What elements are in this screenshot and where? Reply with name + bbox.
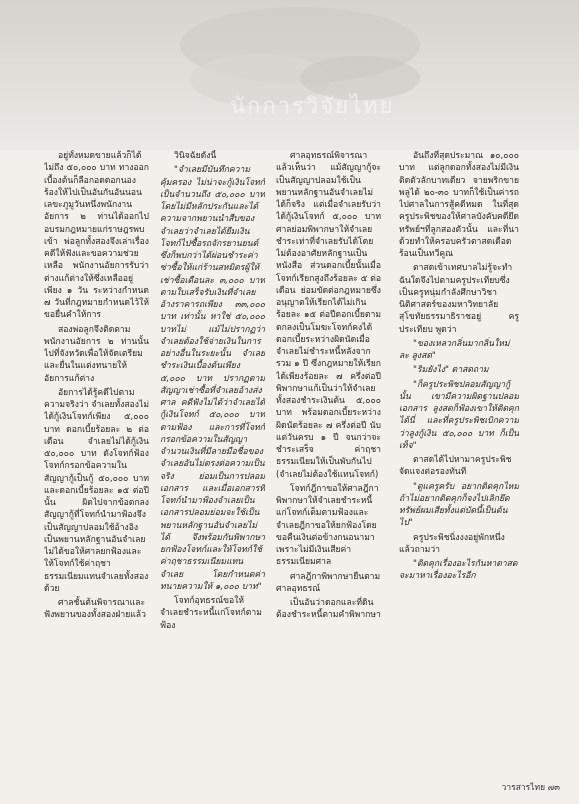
text-column-1: [44, 150, 149, 770]
text-column-3: [276, 150, 381, 770]
paragraph: อันถึงที่สุดประมาณ ๑๐,๐๐๐ บาท แต่ลูกดอกทั้งสองไม่มีเงินติดตัวลักบาทเดียว จายพริกขายพลูได้ ๒๐-๓๐ บาทก็ใช้เป็นค่ารถไปศาลในการสู้คดีหมด ในที่สุด ครูประพิชของให้ศาลบังคับคดียึดทรัพย์ฯที่ลูกสองตัวนั้น และที่นาด้วยทำให้ครอบครัวตาสดเดือดร้อนเป็นทวีคูณ: [399, 151, 519, 259]
paragraph: อยู่ทั้งหมดขายแล้วก็ได้ไม่ถึง ๕๐,๐๐๐ บาท ทางออกเบื้องต้นก็ลือกอดดอกนองร้องให้ไปเป็นอันกันอันนอน เลขะภูมูวันหนึ่งพนักงานอัยการ ๒ ท่านได้ออกไปอบรมกฎหมายแก่ราษฎรพบเข้า พ่อลูกทั้งสองจึงเล่าเรื่องคดีให้ฟังและขอความช่วยเหลือ พนักงานอัยการรับว่าต่างแก้ต่างให้ซึ่งเหลืออยู่เพียง ๑ วัน ระหว่างกำหนด ๗ วันที่กฎหมายกำหนดไว้ให้ขอยื่นคำให้การ: [44, 151, 149, 321]
paragraph: อัยการได้รู้คดีไปตามความจริงว่า จำเลยทั้งสองไม่ได้กู้เงินโจทก์เพียง ๕,๐๐๐ บาท ดอกเบี้ยร้อยละ ๒ ต่อเดือน จำเลยไม่ได้กู้เงิน ๕๐,๐๐๐ บาท ดังโจทก์ฟ้อง โจทก์กรอกข้อความในสัญญากู้เป็นกู้ ๕๐,๐๐๐ บาท และดอกเบี้ยร้อยละ ๑๕ ต่อปีนั้น ผิดไปจากข้อตกลงสัญญากู้ที่โจทก์นำมาฟ้องจึงเป็นสัญญาปลอมใช้อ้างอิงเป็นพยานหลักฐานอันจำเลยไม่ได้ขอให้ศาลยกฟ้องและให้โจทก์ใช้ค่าฤชาธรรมเนียมแทนจำเลยทั้งสองด้วย: [44, 387, 149, 594]
page-footer: วารสารไทย ๗๓: [501, 783, 560, 793]
paragraph: ศาลอุทธรณ์พิจารณาแล้วเห็นว่า แม้สัญญากู้จะเป็นสัญญาปลอมใช้เป็นพยานหลักฐานอันจำเลยไม่ได้ก็จริง แต่เมื่อจำเลยรับว่าได้กู้เงินโจทก์ ๕,๐๐๐ บาท ศาลย่อมพิพากษาให้จำเลยชำระเท่าที่จำเลยรับได้โดยไม่ต้องอาศัยหลักฐานเป็นหนังสือ ส่วนดอกเบี้ยนั้นเมื่อโจทก์เรียกสูงถึงร้อยละ ๕ ต่อเดือน ย่อมขัดต่อกฎหมายซึ่งอนุญาตให้เรียกได้ไม่เกินร้อยละ ๑๕ ต่อปีดอกเบี้ยตามตกลงเป็นโมฆะโจทก์คงได้ดอกเบี้ยระหว่างผิดนัดเมื่อจำเลยไม่ชำระหนี้หลังจากรวม ๑ ปี ซึ่งกฎหมายให้เรียกได้เพียงร้อยละ ๗ ครึ่งต่อปี พิพากษาแก้เป็นว่าให้จำเลยทั้งสองชำระเงินต้น ๕,๐๐๐ บาท พร้อมดอกเบี้ยระหว่างผิดนัดร้อยละ ๗ ครึ่งต่อปี นับแต่วันครบ ๑ ปี จนกว่าจะชำระเสร็จ ค่าฤชาธรรมเนียมให้เป็นพับกันไป (จำเลยไม่ต้องใช้แทนโจทก์): [276, 151, 381, 480]
text-column-4: [399, 150, 519, 770]
paragraph: ตาสดได้ไปหามาครูประพิช จัดแจงต่อรองทันที: [399, 455, 512, 478]
paragraph: ตาสดเข้าเทศบาลไม่รู้จะทำฉันใดจึงไปตามครูประเทียบซึ่งเป็นครูหนุ่มกำลังศึกษาวิชานิติศาสตร์ของมหาวิทยาลัยสุโขทัยธรรมาธิราชอยู่ ครูประเทียบ พูดว่า: [399, 263, 519, 335]
article-body: [0, 150, 579, 770]
paragraph: วินิจฉัยดังนี้: [174, 151, 217, 161]
paragraph: โจทก์ฎีกาขอให้ศาลฎีกาพิพากษาให้จำเลยชำระหนี้แก่โจทก์เต็มตามฟ้องและจำเลยฎีกาขอให้ยกฟ้องโดยขอคืนเงินต่อข้างกนอนามาเพราะไม่มีเงินเสียค่าธรรมเนียมศาล: [276, 483, 379, 568]
paragraph: "ของเหลวกลิ่นมากลิ่นใหม่ละ ลูงสด": [399, 338, 510, 361]
paragraph: ครูประพิชนิ่งงงอยู่พักหนึ่งแล้วถามว่า: [399, 532, 505, 555]
header-banner: [0, 0, 579, 150]
paragraph: ศาลฎีกาพิพากษายืนตามศาลอุทธรณ์: [276, 571, 381, 594]
banner-photo-icon: [150, 0, 450, 140]
paragraph: "ตูแครูครับ อยากติดคุกไหม ถ้าไม่อยากติดคุกก็จงไปเลิกยึดทรัพย์ผมเสียทั้งแต่บัดนี้เป็นต้นไป": [399, 481, 519, 529]
paragraph: สองพ่อลูกจึงติดตามพนักงานอัยการ ๒ ท่านนั้นไปที่จังหวัดเพื่อให้จัดเตรียมและยื่นในแต่งทนายให้อัยการแก้ต่าง: [44, 324, 149, 384]
paragraph: "ติดคุกเรื่องอะไรกันหาตาสด จะมาหาเรื่องอะไรอีก: [399, 559, 518, 582]
banner-headline: นักการวิจัยไทย: [230, 94, 395, 118]
paragraph: "จำเลยมีบันทึกความคุ้มครอง ไม่น่าจะกู้เงินโจทก์เป็นจำนวนถึง ๕๐,๐๐๐ บาท โดยไม่มีหลักประกันและได้ความจากพยานนำสืบของจำเลยว่าจำเลยได้ยืมเงินโจทก์ไปซื้อรถจักรยานยนต์ซึ่งก็พบกว่าได้ผ่อนชำระค่าซ่าซื้อให้แก่ร้านสหมิตรผู้ให้เช่าซื้อเดือนละ ๓,๐๐๐ บาท ตามใบเสร็จรับเงินที่จำเลยอ้างราคารถเพียง ๓๓,๐๐๐ บาท เท่านั้น หาใช่ ๕๐,๐๐๐ บาทไม่ แม้ไม่ปรากฏว่าจำเลยต้องใช้จ่ายเงินในการอย่างอื่นในระยะนั้น จำเลยชำระเงินเบื้องต้นเพียง ๕,๐๐๐ บาท ปรากฏตามสัญญาเช่าซื้อที่จำเลยอ้างส่งศาล คดีฟังไม่ได้ว่าจำเลยได้กู้เงินโจทก์ ๕๐,๐๐๐ บาท ตามฟ้อง และการที่โจทก์กรอกข้อความในสัญญาจำนวนเงินที่มีลายมือชื่อของจำเลยอันไม่ตรงต่อความเป็นจริง ย่อมเป็นการปลอมเอกสาร และเมื่อเอกสารที่โจทก์นำมาฟ้องจำเลยเป็นเอกสารปลอมย่อมจะใช้เป็นพยานหลักฐานอันจำเลยไม่ได้ จึงพร้อมกันพิพากษายกฟ้องโจทก์และให้โจทก์ใช้ค่าฤชาธรรมเนียมแทนจำเลย โดยกำหนดค่าทนายความให้ ๑,๐๐๐ บาท": [160, 165, 265, 592]
text-column-2: [160, 150, 265, 770]
paragraph: ศาลชั้นต้นพิจารณาและฟังพยานของทั้งสองฝ่ายแล้ว: [44, 598, 146, 621]
paragraph: โจทก์อุทธรณ์ขอให้จำเลยชำระหนี้แก่โจทก์ตามฟ้อง: [160, 596, 262, 631]
paragraph: เป็นอันว่าดอกและที่ดินต้องชำระหนี้ตามคำพิพากษา: [276, 598, 381, 621]
paragraph: "ริมยังไง" ตาสดถาม: [413, 365, 489, 376]
paragraph: "ก็ครูประพิชปลอมสัญญากู้นั้น เขามีความผิดฐานปลอมเอกสาร ลูงสดก็ฟ้องเขาให้ติดคุกได้นี่ และที่ครูประพิชเบิกความว่าลูงกู้เงิน ๕๐,๐๐๐ บาท ก็เป็นเท็จ": [399, 379, 519, 451]
